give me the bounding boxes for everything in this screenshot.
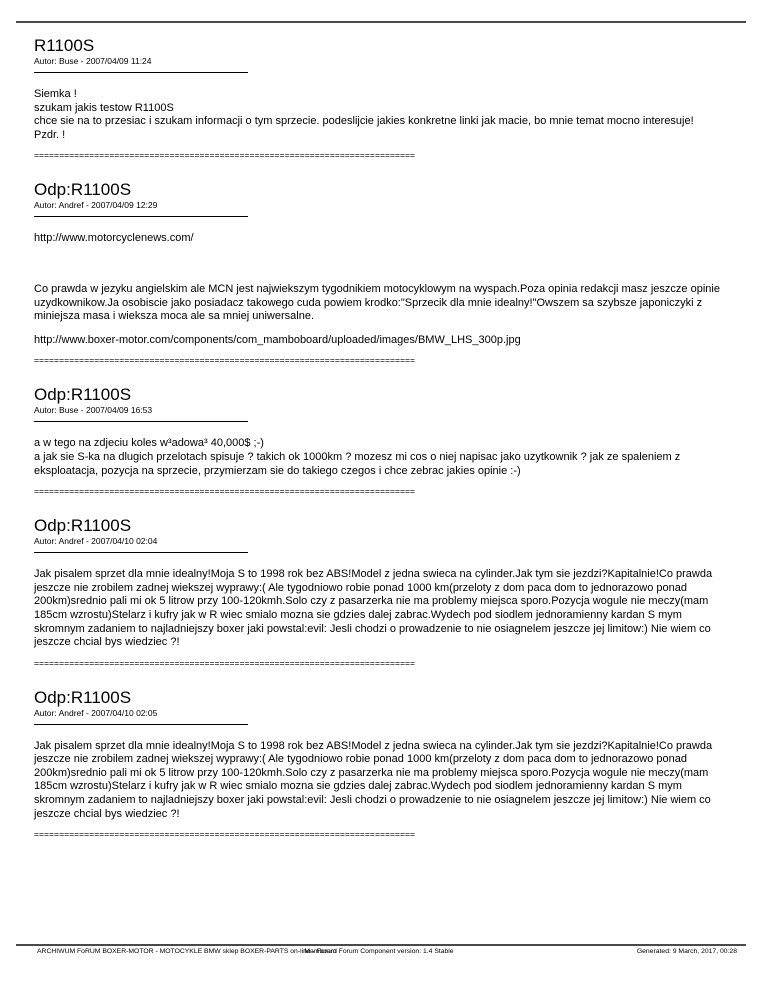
forum-post (34, 688, 734, 840)
forum-post (34, 516, 734, 668)
post-meta: Autor: Buse - 2007/04/09 11:24 (34, 56, 152, 66)
meta-underline (34, 216, 248, 217)
meta-underline (34, 724, 248, 725)
post-body (34, 740, 734, 822)
forum-post (34, 385, 734, 496)
forum-post (34, 180, 734, 365)
posts-list (34, 36, 734, 859)
post-title: R1100S (34, 36, 95, 55)
post-meta: Autor: Andref - 2007/04/10 02:04 (34, 536, 158, 547)
footer-component-text: Mamboard Forum Component version: 1.4 Stable (304, 948, 454, 955)
post-separator: ============================================================================ (34, 355, 416, 366)
footer-left-text (37, 948, 454, 956)
meta-underline (34, 552, 248, 553)
post-title: Odp:R1100S (34, 516, 132, 536)
post-separator: ============================================================================ (34, 829, 416, 840)
post-title: Odp:R1100S (34, 385, 132, 405)
post-body (34, 437, 734, 478)
post-paragraph: Co prawda w jezyku angielskim ale MCN jest najwiekszym tygodnikiem motocyklowym na wyspach.Poza opinia redakcji masz jeszcze opinie uzydkownikow.Ja osobiscie jako posiadacz takowego cuda powiem krodko:"Sprzecik dla mnie idealny!"Owszem sa szybsze japoniczyki z miniejsza masa i wieksza moca ale sa mniej uniwersalne. (34, 282, 720, 323)
post-paragraph: a w tego na zdjeciu koles w³adowa³ 40,000$ ;-) a jak sie S-ka na dlugich przelotach spisuje ? takich ok 1000km ? mozesz mi cos o niej napisac jako uzytkownik ? jak ze spaleniem z eksploatacja, pozycja na sprzecie, przymierzam sie do takiego czegos i chce zebrac jakies opinie :-) (34, 437, 681, 477)
post-meta: Autor: Buse - 2007/04/09 16:53 (34, 405, 153, 416)
post-body (34, 88, 734, 142)
post-paragraph: Siemka ! szukam jakis testow R1100S chce sie na to przesiac i szukam informacji o tym sprzecie. podeslijcie jakies konkretne linki jak macie, bo mnie temat mocno interesuje! Pzdr. ! (34, 88, 694, 141)
bottom-rule (16, 944, 746, 946)
meta-underline (34, 421, 248, 422)
footer-generated-text: Generated: 9 March, 2017, 00:28 (636, 948, 737, 955)
post-paragraph: Jak pisalem sprzet dla mnie idealny!Moja S to 1998 rok bez ABS!Model z jedna swieca na cylinder.Jak tym sie jezdzi?Kapitalnie!Co prawda jeszcze nie zrobilem zadnej wiekszej wyprawy:( Ale tygodniowo robie ponad 1000 km(przeloty z dom paca dom to jednorazowo ponad 200km)srednio pali mi ok 5 litrow przy 100-120kmh.Solo czy z pasarzerka nie ma problemy miejsca sporo.Pozycja wogule nie meczy(mam 185cm wzrostu)Stelarz i kufry jak w R wiec smialo mozna sie gdzies dalej zabrac.Wydech pod siodlem jednoramienny kardan S mym skromnym zadaniem to najladniejszy boxer jaki powstal:evil: Jesli chodzi o prowadzenie to nie osiagnelem jeszcze jej limitow:) Nie wiem co jeszcze chcial bys wiedziec ?! (34, 739, 713, 820)
meta-underline (34, 72, 248, 73)
post-meta: Autor: Andref - 2007/04/09 12:29 (34, 200, 158, 211)
post-paragraph: Jak pisalem sprzet dla mnie idealny!Moja S to 1998 rok bez ABS!Model z jedna swieca na cylinder.Jak tym sie jezdzi?Kapitalnie!Co prawda jeszcze nie zrobilem zadnej wiekszej wyprawy:( Ale tygodniowo robie ponad 1000 km(przeloty z dom paca dom to jednorazowo ponad 200km)srednio pali mi ok 5 litrow przy 100-120kmh.Solo czy z pasarzerka nie ma problemy miejsca sporo.Pozycja wogule nie meczy(mam 185cm wzrostu)Stelarz i kufry jak w R wiec smialo mozna sie gdzies dalej zabrac.Wydech pod siodlem jednoramienny kardan S mym skromnym zadaniem to najladniejszy boxer jaki powstal:evil: Jesli chodzi o prowadzenie to nie osiagnelem jeszcze jej limitow:) Nie wiem co jeszcze chcial bys wiedziec ?! (34, 568, 713, 649)
post-meta: Autor: Andref - 2007/04/10 02:05 (34, 707, 158, 718)
post-separator: ============================================================================ (34, 150, 416, 161)
post-paragraph: http://www.motorcyclenews.com/ (34, 232, 194, 245)
post-body (34, 568, 734, 650)
post-paragraph: http://www.boxer-motor.com/components/com_mamboboard/uploaded/images/BMW_LHS_300p.jpg (34, 333, 521, 346)
post-separator: ============================================================================ (34, 657, 416, 668)
post-body (34, 232, 734, 347)
post-title: Odp:R1100S (34, 180, 132, 200)
post-paragraph (34, 246, 734, 273)
post-title: Odp:R1100S (34, 687, 132, 707)
forum-post (34, 36, 734, 160)
top-rule (16, 21, 746, 23)
post-separator: ============================================================================ (34, 486, 416, 497)
footer-site-text: ARCHIWUM FoRUM BOXER-MOTOR - MOTOCYKLE BMW sklep BOXER-PARTS on-line - Forum (37, 948, 337, 955)
